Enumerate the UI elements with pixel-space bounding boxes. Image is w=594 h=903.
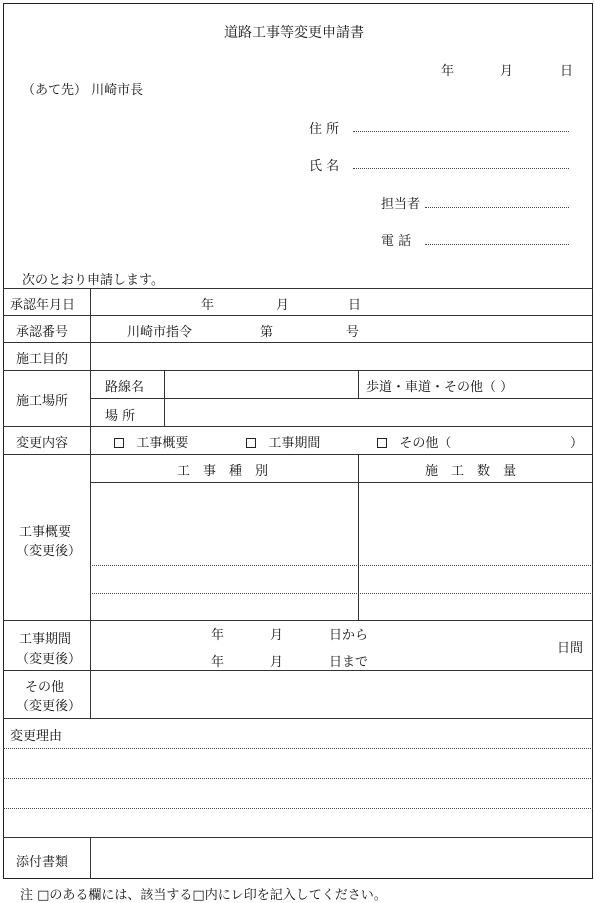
intro-text: 次のとおり申請します。 bbox=[22, 273, 164, 288]
date-month: 月 bbox=[500, 64, 514, 79]
reason-label: 変更理由 bbox=[10, 729, 63, 744]
phone-label: 電 話 bbox=[381, 234, 412, 249]
change-label: 変更内容 bbox=[16, 436, 69, 451]
quantity-header: 施 工 数 量 bbox=[425, 464, 517, 479]
period-from-day: 日から bbox=[329, 628, 369, 643]
approval-date-month: 月 bbox=[276, 298, 290, 313]
checkbox-period[interactable] bbox=[246, 438, 256, 448]
approval-number-label: 承認番号 bbox=[16, 325, 69, 340]
address-label: 住 所 bbox=[309, 122, 340, 137]
period-to-month: 月 bbox=[270, 655, 284, 670]
route-label: 路線名 bbox=[105, 380, 145, 395]
name-label: 氏 名 bbox=[309, 159, 340, 174]
other-label-1: その他 bbox=[25, 680, 65, 695]
location-label: 施工場所 bbox=[16, 394, 69, 409]
form-title: 道路工事等変更申請書 bbox=[224, 25, 364, 41]
work-type-header: 工 事 種 別 bbox=[177, 464, 269, 479]
period-label-2: （変更後） bbox=[16, 652, 82, 667]
summary-label-1: 工事概要 bbox=[19, 525, 72, 540]
date-day: 日 bbox=[560, 64, 574, 79]
period-to-day: 日まで bbox=[329, 655, 369, 670]
other-label-2: （変更後） bbox=[16, 699, 82, 714]
approval-number-dai: 第 bbox=[260, 325, 274, 340]
period-to-year: 年 bbox=[211, 655, 225, 670]
checkbox-summary[interactable] bbox=[114, 438, 124, 448]
approval-number-go: 号 bbox=[346, 325, 360, 340]
period-label-1: 工事期間 bbox=[19, 632, 72, 647]
address-field[interactable] bbox=[353, 131, 569, 132]
change-option-other[interactable] bbox=[377, 432, 451, 451]
purpose-label: 施工目的 bbox=[16, 352, 69, 367]
route-type: 歩道・車道・その他（ ） bbox=[366, 380, 514, 395]
change-opt3-label: その他（ bbox=[399, 436, 452, 451]
person-label: 担当者 bbox=[381, 197, 421, 212]
change-opt1-label: 工事概要 bbox=[136, 436, 189, 451]
change-option-period[interactable] bbox=[246, 432, 320, 451]
approval-date-year: 年 bbox=[201, 298, 215, 313]
approval-date-label: 承認年月日 bbox=[10, 298, 76, 313]
period-from-year: 年 bbox=[211, 628, 225, 643]
approval-number-prefix: 川崎市指令 bbox=[127, 325, 193, 340]
footnote: 注 □のある欄には、該当する□内にレ印を記入してください。 bbox=[20, 888, 387, 903]
place-label: 場 所 bbox=[105, 409, 136, 424]
period-from-month: 月 bbox=[270, 628, 284, 643]
date-year: 年 bbox=[441, 64, 455, 79]
phone-field[interactable] bbox=[425, 244, 569, 245]
summary-label-2: （変更後） bbox=[16, 544, 82, 559]
addressee: （あて先） 川崎市長 bbox=[22, 83, 144, 98]
change-opt2-label: 工事期間 bbox=[268, 436, 321, 451]
approval-date-day: 日 bbox=[348, 298, 362, 313]
attachments-label: 添付書類 bbox=[16, 855, 69, 870]
change-option-summary[interactable] bbox=[114, 432, 188, 451]
period-days: 日間 bbox=[557, 641, 584, 656]
person-field[interactable] bbox=[425, 207, 569, 208]
name-field[interactable] bbox=[353, 168, 569, 169]
checkbox-other[interactable] bbox=[377, 438, 387, 448]
change-opt3-close: ） bbox=[570, 436, 584, 451]
